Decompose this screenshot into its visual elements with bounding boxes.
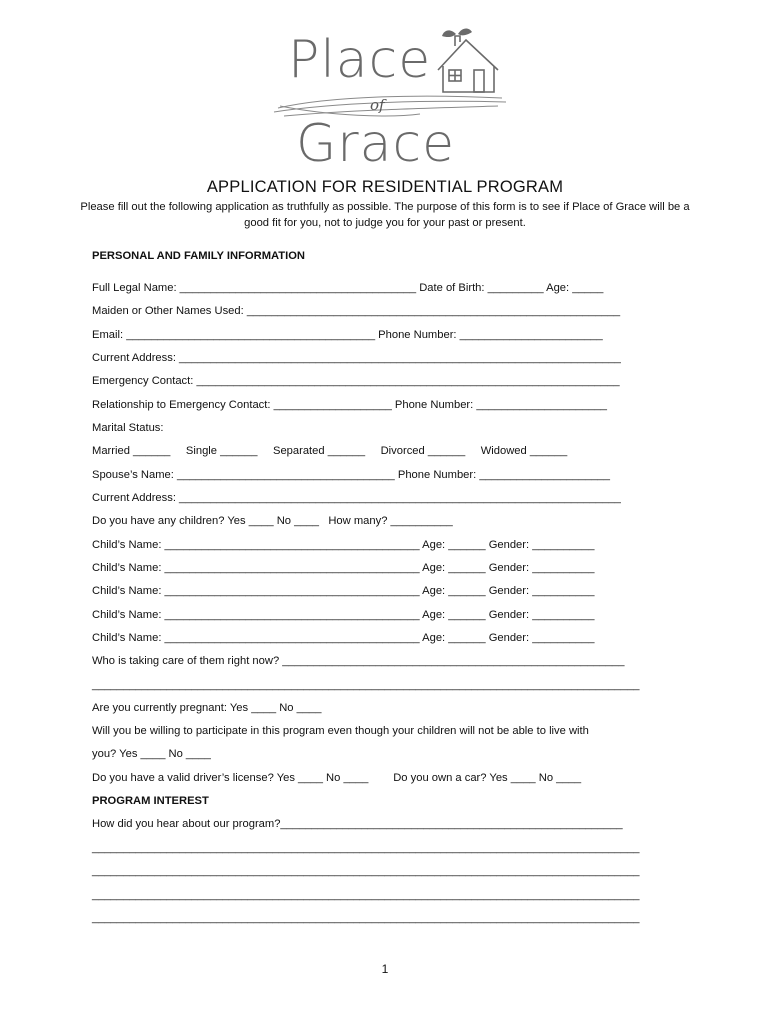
- field-child-name[interactable]: Child’s Name: _________________________________________ Age: ______ Gender: __________: [92, 562, 595, 574]
- field-child-name[interactable]: Child’s Name: _________________________________________ Age: ______ Gender: __________: [92, 609, 595, 621]
- field-blank-line[interactable]: ________________________________________________________________________________________: [92, 679, 640, 691]
- field-license-car[interactable]: Do you have a valid driver’s license? Yes ____ No ____ Do you own a car? Yes ____ No ____: [92, 772, 582, 784]
- field-spouse-address[interactable]: Current Address: _______________________________________________________________________: [92, 492, 621, 504]
- field-how-heard[interactable]: How did you hear about our program?_______________________________________________________: [92, 818, 623, 830]
- field-full-legal-name[interactable]: Full Legal Name: ______________________________________ Date of Birth: _________ Age: _____: [92, 282, 604, 294]
- field-child-name[interactable]: Child’s Name: _________________________________________ Age: ______ Gender: __________: [92, 539, 595, 551]
- field-marital-options[interactable]: Married ______ Single ______ Separated ______ Divorced ______ Widowed ______: [92, 445, 568, 457]
- field-participate-answer[interactable]: you? Yes ____ No ____: [92, 748, 211, 760]
- place-of-grace-logo: [270, 26, 510, 174]
- page-number: 1: [381, 962, 389, 976]
- field-blank-line[interactable]: ________________________________________________________________________________________: [92, 865, 640, 877]
- field-pregnant[interactable]: Are you currently pregnant: Yes ____ No ____: [92, 702, 322, 714]
- field-email-phone[interactable]: Email: ________________________________________ Phone Number: _______________________: [92, 329, 603, 341]
- field-blank-line[interactable]: ________________________________________________________________________________________: [92, 912, 640, 924]
- field-child-name[interactable]: Child’s Name: _________________________________________ Age: ______ Gender: __________: [92, 632, 595, 644]
- field-spouse-name[interactable]: Spouse’s Name: ___________________________________ Phone Number: _____________________: [92, 469, 610, 481]
- field-emergency-relationship[interactable]: Relationship to Emergency Contact: ___________________ Phone Number: _____________________: [92, 399, 608, 411]
- field-maiden-names[interactable]: Maiden or Other Names Used: ____________________________________________________________: [92, 305, 621, 317]
- question-participate: Will you be willing to participate in this program even though your children will not be able to live with: [92, 725, 589, 737]
- form-title: APPLICATION FOR RESIDENTIAL PROGRAM: [206, 178, 564, 196]
- label-marital-status: Marital Status:: [92, 422, 164, 434]
- field-blank-line[interactable]: ________________________________________________________________________________________: [92, 842, 640, 854]
- field-children[interactable]: Do you have any children? Yes ____ No ____ How many? __________: [92, 515, 453, 527]
- section-heading-personal: PERSONAL AND FAMILY INFORMATION: [92, 250, 305, 262]
- section-heading-program: PROGRAM INTEREST: [92, 795, 209, 807]
- field-child-name[interactable]: Child’s Name: _________________________________________ Age: ______ Gender: __________: [92, 585, 595, 597]
- form-intro: Please fill out the following application as truthfully as possible. The purpose of this form is to see if Place of Grace will be a good fit for you, not to judge you for your past or present.: [80, 201, 690, 229]
- logo-word-grace: Grace: [296, 114, 456, 174]
- logo-word-place: Place: [288, 30, 432, 90]
- field-current-address[interactable]: Current Address: _______________________________________________________________________: [92, 352, 621, 364]
- logo-word-of: of: [370, 96, 385, 114]
- field-blank-line[interactable]: ________________________________________________________________________________________: [92, 889, 640, 901]
- field-emergency-contact[interactable]: Emergency Contact: ____________________________________________________________________: [92, 375, 620, 387]
- field-child-caretaker[interactable]: Who is taking care of them right now? _______________________________________________________: [92, 655, 625, 667]
